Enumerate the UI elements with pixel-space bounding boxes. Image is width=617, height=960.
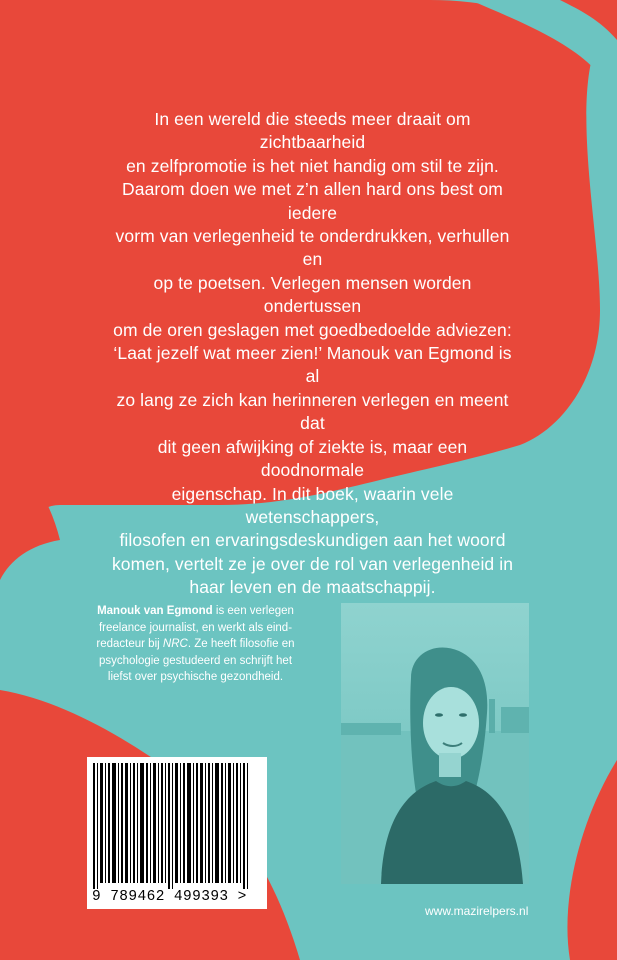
barcode-bars: [87, 757, 267, 889]
blurb-line: Daarom doen we met z’n allen hard ons best om iedere: [122, 179, 503, 223]
blurb-line: en zelfpromotie is het niet handig om stil te zijn.: [126, 155, 499, 176]
blurb-line: dit geen afwijking of ziekte is, maar een doodnormale: [157, 436, 468, 481]
blurb-line: vorm van verlegenheid te onderdrukken, verhullen en: [115, 226, 510, 270]
newspaper-name: NRC: [162, 638, 188, 650]
bio-text-2: . Ze heeft filosofie en psychologie gestudeerd en schrijft het liefst over psychische gezondheid.: [98, 638, 295, 683]
blurb-line: zo lang ze zich kan herinneren verlegen en meent dat: [116, 389, 509, 434]
blurb-line: eigenschap. In dit boek, waarin vele wetenschappers,: [171, 483, 454, 527]
blurb-line: op te poetsen. Verlegen mensen worden ondertussen: [153, 272, 472, 317]
blurb-text: [105, 108, 520, 600]
blurb-line: In een wereld die steeds meer draait om zichtbaarheid: [154, 109, 471, 153]
publisher-website-link[interactable]: www.mazirelpers.nl: [425, 904, 529, 918]
blurb-line: haar leven en de maatschappij.: [189, 577, 436, 598]
author-portrait-icon: [341, 603, 529, 884]
author-bio: [88, 603, 303, 686]
blurb-line: om de oren geslagen met goedbedoelde adviezen:: [113, 319, 512, 340]
blurb-line: filosofen en ervaringsdeskundigen aan het woord: [119, 530, 506, 551]
barcode: [87, 757, 267, 909]
blurb-line: ‘Laat jezelf wat meer zien!’ Manouk van Egmond is al: [113, 343, 512, 387]
author-photo: [341, 603, 529, 884]
bio-text-1: is een verlegen freelance journalist, en werkt als eindredacteur bij: [96, 605, 294, 650]
isbn-number: 9 789462 499393 >: [92, 889, 247, 905]
author-name: Manouk van Egmond: [97, 605, 213, 617]
blurb-line: komen, vertelt ze je over de rol van verlegenheid in: [111, 553, 514, 574]
